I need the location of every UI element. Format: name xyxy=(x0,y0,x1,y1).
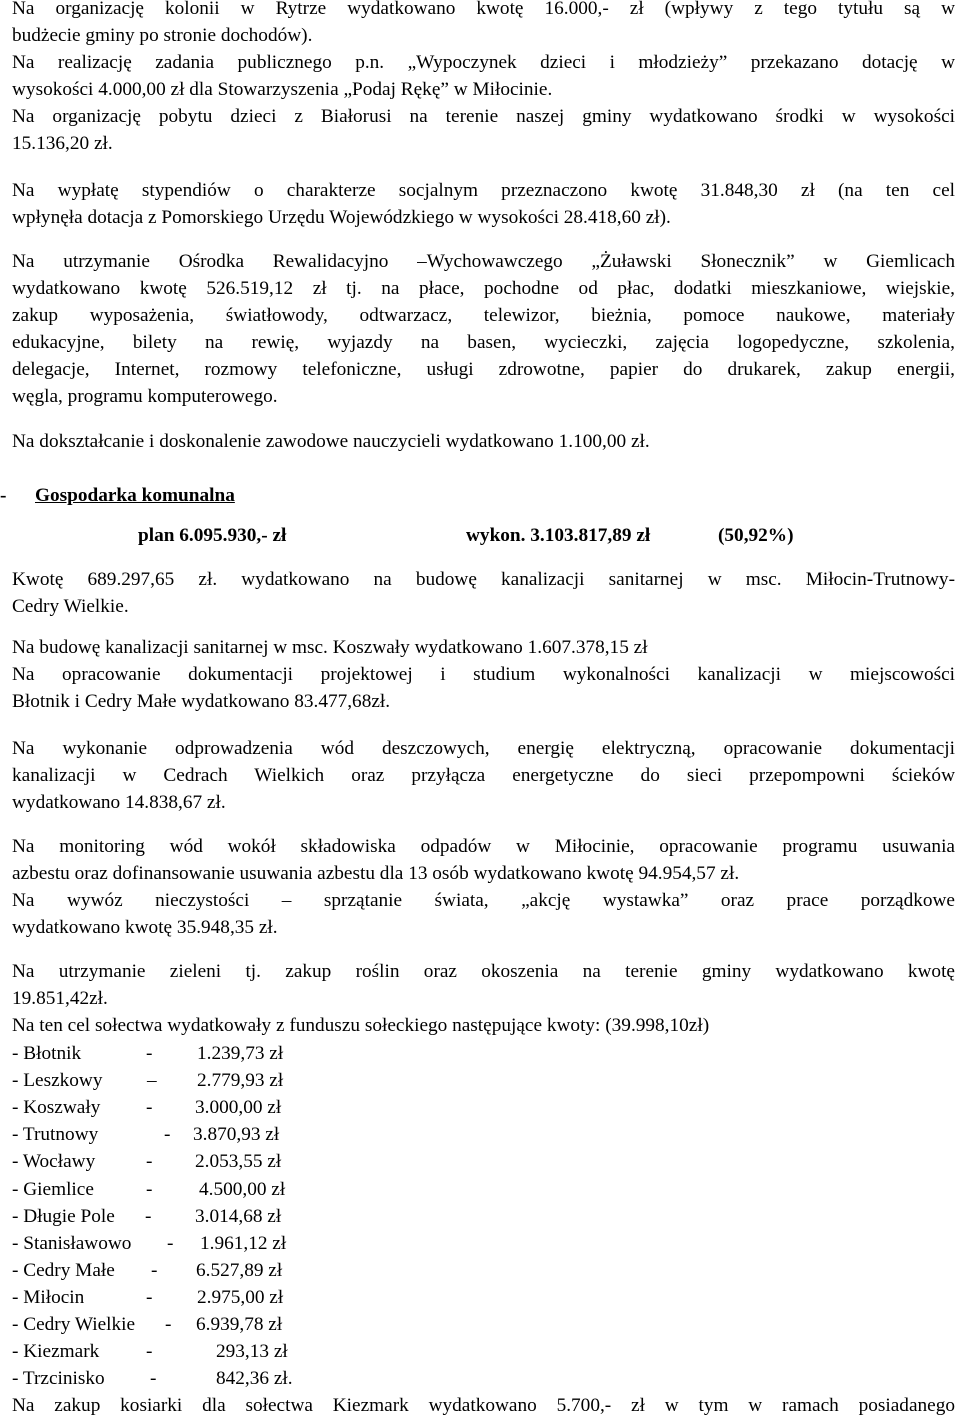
paragraph-line: Cedry Wielkie. xyxy=(12,596,129,617)
village-name: - Trzcinisko xyxy=(12,1368,105,1390)
village-separator: - xyxy=(165,1314,172,1335)
section-title: Gospodarka komunalna xyxy=(35,485,235,506)
paragraph-line: zakup wyposażenia, światłowody, odtwarzacz, telewizor, bieżnia, pomoce naukowe, materiały xyxy=(12,305,955,326)
paragraph-line: 19.851,42zł. xyxy=(12,988,108,1009)
village-row xyxy=(12,1121,412,1148)
paragraph-line: Na organizację kolonii w Rytrze wydatkowano kwotę 16.000,- zł (wpływy z tego tytułu są w xyxy=(12,0,955,19)
paragraph-line: węgla, programu komputerowego. xyxy=(12,386,278,407)
village-row xyxy=(12,1094,412,1121)
paragraph-line: Na wypłatę stypendiów o charakterze socjalnym przeznaczono kwotę 31.848,30 zł (na ten cel xyxy=(12,180,955,201)
paragraph-line: delegacje, Internet, rozmowy telefoniczne, usługi zdrowotne, papier do drukarek, zakup energii, xyxy=(12,359,955,380)
village-separator: - xyxy=(167,1232,174,1254)
village-amount: 2.975,00 zł xyxy=(197,1286,284,1308)
paragraph-line: azbestu oraz dofinansowanie usuwania azbestu dla 13 osób wydatkowano kwotę 94.954,57 zł. xyxy=(12,863,740,884)
heading-dash: - xyxy=(0,485,7,506)
village-separator: - xyxy=(150,1368,157,1390)
paragraph-line: Kwotę 689.297,65 zł. wydatkowano na budowę kanalizacji sanitarnej w msc. Miłocin-Trutnowy- xyxy=(12,569,955,590)
paragraph-line: wydatkowano kwotę 526.519,12 zł tj. na płace, pochodne od płac, dodatki mieszkaniowe, wiejskie, xyxy=(12,278,955,299)
village-row xyxy=(12,1230,412,1257)
paragraph-line: Na wykonanie odprowadzenia wód deszczowych, energię elektryczną, opracowanie dokumentacji xyxy=(12,738,955,759)
paragraph-line: kanalizacji w Cedrach Wielkich oraz przyłącza energetyczne do sieci przepompowni ścieków xyxy=(12,765,955,786)
village-separator: - xyxy=(146,1178,153,1200)
village-amount: 1.239,73 zł xyxy=(197,1043,284,1064)
village-amount: 6.939,78 zł xyxy=(196,1314,283,1335)
village-separator: - xyxy=(146,1286,153,1308)
village-row xyxy=(12,1040,412,1067)
village-amount: 3.870,93 zł xyxy=(193,1124,280,1146)
village-row xyxy=(12,1067,412,1094)
paragraph-line: Na utrzymanie Ośrodka Rewalidacyjno –Wychowawczego „Żuławski Słonecznik” w Giemlicach xyxy=(12,251,955,272)
paragraph-line: Na opracowanie dokumentacji projektowej i studium wykonalności kanalizacji w miejscowości xyxy=(12,664,955,685)
village-row xyxy=(12,1148,412,1175)
village-amount: 2.779,93 zł xyxy=(197,1070,284,1092)
paragraph-line: wysokości 4.000,00 zł dla Stowarzyszenia „Podaj Rękę” w Miłocinie. xyxy=(12,79,553,100)
village-name: - Błotnik xyxy=(12,1043,82,1064)
village-amount: 6.527,89 zł xyxy=(196,1259,283,1281)
paragraph-line: wydatkowano 14.838,67 zł. xyxy=(12,792,226,813)
village-row xyxy=(12,1311,412,1338)
village-amount: 842,36 zł. xyxy=(216,1368,293,1390)
paragraph-line: Błotnik i Cedry Małe wydatkowano 83.477,68zł. xyxy=(12,691,391,712)
village-separator: - xyxy=(146,1043,153,1064)
village-separator: - xyxy=(164,1124,171,1146)
village-name: - Giemlice xyxy=(12,1178,94,1200)
village-separator: - xyxy=(145,1205,152,1227)
village-name: - Cedry Wielkie xyxy=(12,1314,136,1335)
village-row xyxy=(12,1284,412,1311)
village-name: - Miłocin xyxy=(12,1286,85,1308)
plan-row xyxy=(0,522,960,549)
village-name: - Stanisławowo xyxy=(12,1232,132,1254)
paragraph-line: Na ten cel sołectwa wydatkowały z funduszu sołeckiego następujące kwoty: (39.998,10zł) xyxy=(12,1015,710,1036)
village-amount: 3.000,00 zł xyxy=(195,1097,282,1119)
paragraph-line: Na zakup kosiarki dla sołectwa Kiezmark wydatkowano 5.700,- zł w tym w ramach posiadanego xyxy=(12,1395,955,1416)
village-row xyxy=(12,1338,412,1365)
paragraph-line: Na wywóz nieczystości – sprzątanie świata, „akcję wystawka” oraz prace porządkowe xyxy=(12,890,955,911)
village-amount: 2.053,55 zł xyxy=(195,1151,282,1173)
plan-amount: plan 6.095.930,- zł xyxy=(138,525,287,546)
village-row xyxy=(12,1257,412,1284)
village-amount: 1.961,12 zł xyxy=(200,1232,287,1254)
village-row xyxy=(12,1176,412,1203)
village-name: - Długie Pole xyxy=(12,1205,115,1227)
paragraph-line: wpłynęła dotacja z Pomorskiego Urzędu Wojewódzkiego w wysokości 28.418,60 zł). xyxy=(12,207,671,228)
village-amount: 3.014,68 zł xyxy=(195,1205,282,1227)
village-name: - Wocławy xyxy=(12,1151,96,1173)
paragraph-line: Na realizację zadania publicznego p.n. „Wypoczynek dzieci i młodzieży” przekazano dotację w xyxy=(12,52,955,73)
paragraph-line: wydatkowano kwotę 35.948,35 zł. xyxy=(12,917,278,938)
village-amount: 4.500,00 zł xyxy=(199,1178,286,1200)
village-name: - Kiezmark xyxy=(12,1341,100,1363)
village-amount: 293,13 zł xyxy=(216,1341,288,1363)
village-separator: - xyxy=(146,1097,153,1119)
village-separator: - xyxy=(146,1341,153,1363)
village-name: - Cedry Małe xyxy=(12,1259,115,1281)
village-separator: – xyxy=(147,1070,157,1092)
paragraph-line: budżecie gminy po stronie dochodów). xyxy=(12,25,313,46)
paragraph-line: 15.136,20 zł. xyxy=(12,133,113,154)
paragraph-line: edukacyjne, bilety na rewię, wyjazdy na basen, wycieczki, zajęcia logopedyczne, szkolenia, xyxy=(12,332,955,353)
village-row xyxy=(12,1365,412,1392)
village-name: - Koszwały xyxy=(12,1097,101,1119)
paragraph-line: Na dokształcanie i doskonalenie zawodowe nauczycieli wydatkowano 1.100,00 zł. xyxy=(12,431,650,452)
execution-percent: (50,92%) xyxy=(718,525,794,546)
paragraph-line: Na budowę kanalizacji sanitarnej w msc. Koszwały wydatkowano 1.607.378,15 zł xyxy=(12,637,648,658)
village-row xyxy=(12,1203,412,1230)
execution-amount: wykon. 3.103.817,89 zł xyxy=(466,525,651,546)
village-name: - Leszkowy xyxy=(12,1070,103,1092)
village-separator: - xyxy=(146,1151,153,1173)
village-name: - Trutnowy xyxy=(12,1124,99,1146)
village-separator: - xyxy=(151,1259,158,1281)
paragraph-line: Na monitoring wód wokół składowiska odpadów w Miłocinie, opracowanie programu usuwania xyxy=(12,836,955,857)
paragraph-line: Na utrzymanie zieleni tj. zakup roślin oraz okoszenia na terenie gminy wydatkowano kwotę xyxy=(12,961,955,982)
section-heading xyxy=(0,482,960,509)
paragraph-line: Na organizację pobytu dzieci z Białorusi na terenie naszej gminy wydatkowano środki w wysokości xyxy=(12,106,955,127)
